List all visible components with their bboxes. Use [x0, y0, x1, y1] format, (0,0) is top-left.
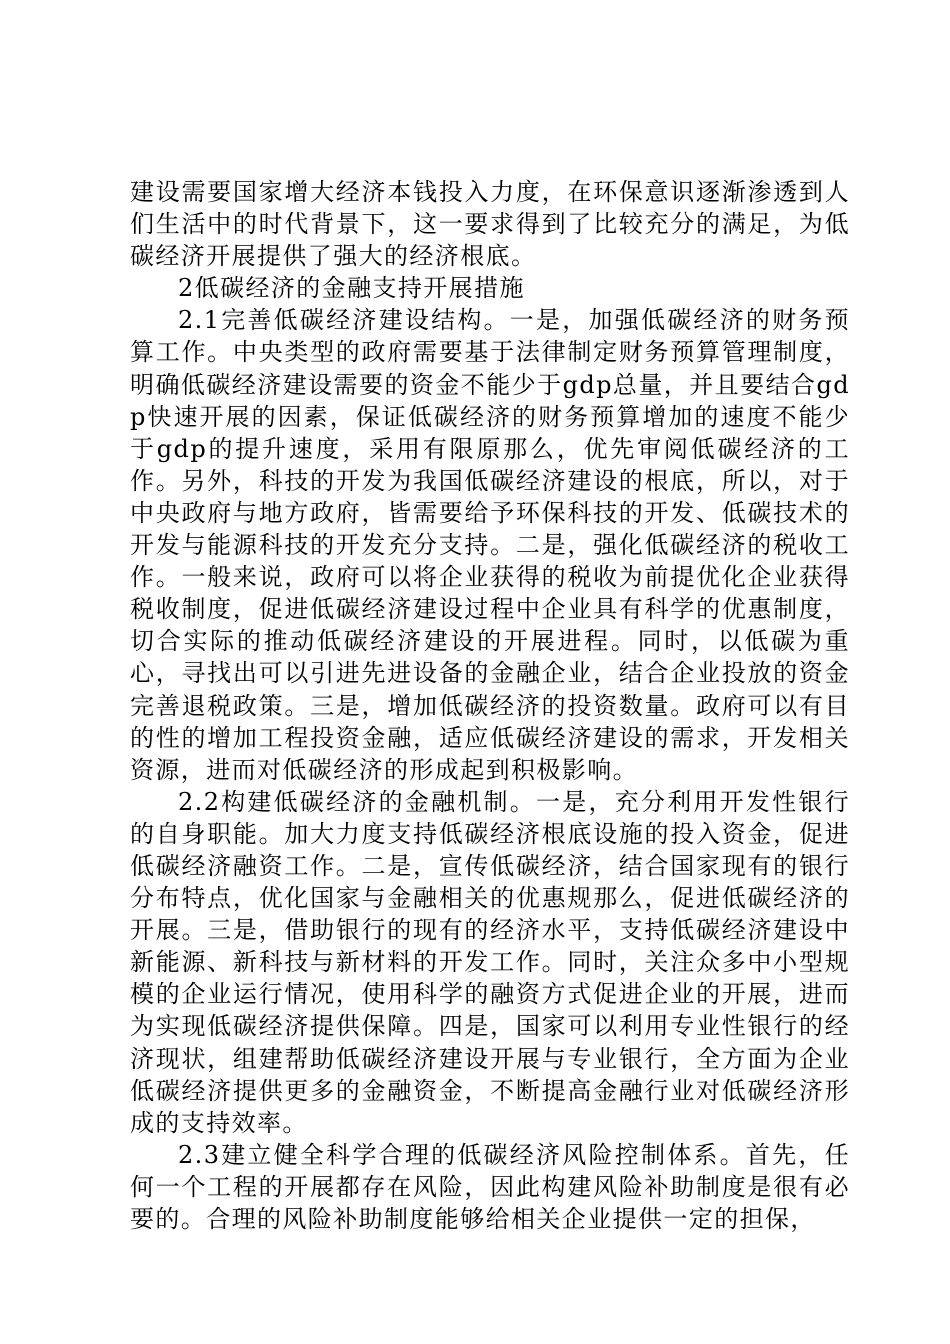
paragraph-continuation: 建设需要国家增大经济本钱投入力度，在环保意识逐渐渗透到人们生活中的时代背景下，这一要求得到了比较充分的满足，为低碳经济开展提供了强大的经济根底。 — [130, 178, 850, 271]
paragraph-2-2: 2.2构建低碳经济的金融机制。一是，充分利用开发性银行的自身职能。加大力度支持低碳经济根底设施的投入资金，促进低碳经济融资工作。二是，宣传低碳经济，结合国家现有的银行分布特点，优化国家与金融相关的优惠规那么，促进低碳经济的开展。三是，借助银行的现有的经济水平，支持低碳经济建设中新能源、新科技与新材料的开发工作。同时，关注众多中小型规模的企业运行情况，使用科学的融资方式促进企业的开展，进而为实现低碳经济提供保障。四是，国家可以利用专业性银行的经济现状，组建帮助低碳经济建设开展与专业银行，全方面为企业低碳经济提供更多的金融资金，不断提高金融行业对低碳经济形成的支持效率。 — [130, 787, 850, 1137]
paragraph-2-3: 2.3建立健全科学合理的低碳经济风险控制体系。首先，任何一个工程的开展都存在风险，因此构建风险补助制度是很有必要的。合理的风险补助制度能够给相关企业提供一定的担保， — [130, 1140, 850, 1233]
section-heading: 2低碳经济的金融支持开展措施 — [178, 274, 525, 303]
paragraph-2-1: 2.1完善低碳经济建设结构。一是，加强低碳经济的财务预算工作。中央类型的政府需要基于法律制定财务预算管理制度，明确低碳经济建设需要的资金不能少于gdp总量，并且要结合gdp快速开展的因素，保证低碳经济的财务预算增加的速度不能少于gdp的提升速度，采用有限原那么，优先审阅低碳经济的工作。另外，科技的开发为我国低碳经济建设的根底，所以，对于中央政府与地方政府，皆需要给予环保科技的开发、低碳技术的开发与能源科技的开发充分支持。二是，强化低碳经济的税收工作。一般来说，政府可以将企业获得的税收为前提优化企业获得税收制度，促进低碳经济建设过程中企业具有科学的优惠制度，切合实际的推动低碳经济建设的开展进程。同时，以低碳为重心，寻找出可以引进先进设备的金融企业，结合企业投放的资金完善退税政策。三是，增加低碳经济的投资数量。政府可以有目的性的增加工程投资金融，适应低碳经济建设的需求，开发相关资源，进而对低碳经济的形成起到积极影响。 — [130, 306, 850, 784]
document-body — [130, 176, 850, 1235]
